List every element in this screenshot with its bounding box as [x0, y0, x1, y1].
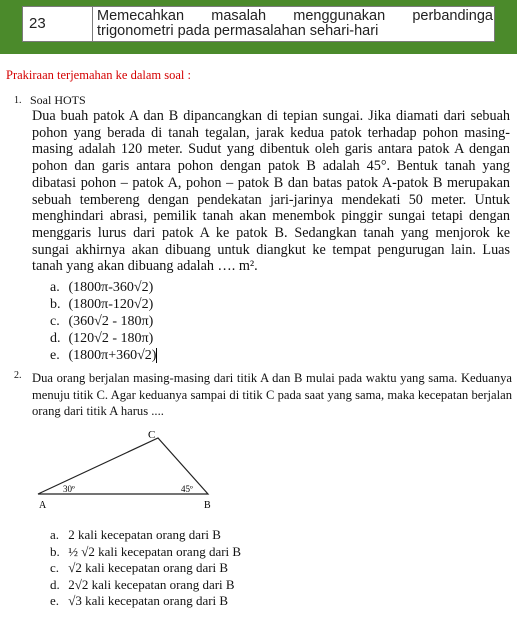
option-a[interactable]	[50, 527, 241, 544]
question2-number: 2.	[14, 370, 22, 381]
vertex-a-label: A	[39, 500, 47, 511]
question1-options	[50, 279, 157, 364]
indicator-description-line2: trigonometri pada permasalahan sehari-hari	[97, 23, 379, 39]
indicator-table-row	[22, 6, 495, 42]
option-letter: a.	[50, 527, 60, 542]
option-letter: b.	[50, 543, 60, 559]
indicator-word: masalah	[211, 8, 267, 24]
question1-text: Dua buah patok A dan B dipancangkan di tepian sungai. Jika diamati dari sebuah pohon yang berada di tanah tegalan, jarak kedua patok terhadap pohon masing-masing adalah 120 meter. Sudut yang dibentuk oleh garis antara patok A dengan pohon dan garis antara pohon dengan patok B adalah 45°. Bentuk tanah yang dibatasi pohon – patok A, pohon – patok B dan batas patok A-patok B merupakan sebuah tembereng dengan pendekatan jari-jarinya mendekati 50 meter. Untuk menghindari abrasi, pemilik tanah akan menembok pinggir sungai tetapi dengan menggaris lurus dari patok A ke patok B. Sedangkan tanah yang menjorok ke sungai akhirnya akan dibuang untuk diangkut ke tempat pengurugan lain. Luas tanah yang akan dibuang adalah …. m².	[32, 108, 510, 275]
option-e[interactable]	[50, 593, 241, 610]
option-letter: b.	[50, 297, 61, 312]
indicator-description	[97, 9, 493, 39]
vertex-c-label: C	[148, 429, 156, 441]
option-b[interactable]	[50, 544, 241, 561]
indicator-number: 23	[23, 7, 93, 41]
question1-number: 1.	[14, 95, 22, 106]
option-text: (1800π-120√2)	[68, 297, 154, 312]
option-letter: e.	[50, 348, 60, 363]
indicator-word: Memecahkan	[97, 8, 185, 24]
option-text: (360√2 - 180π)	[68, 314, 154, 329]
option-c[interactable]	[50, 313, 157, 330]
option-text: 2√2 kali kecepatan orang dari B	[68, 576, 235, 592]
angle-b-label: 45º	[181, 484, 193, 494]
option-b[interactable]	[50, 296, 157, 313]
question2-text: Dua orang berjalan masing-masing dari titik A dan B mulai pada waktu yang sama. Keduanya menuju titik C. Agar keduanya sampai di titik C pada saat yang sama, maka kecepatan berjalan orang dari titik A harus ....	[32, 371, 512, 418]
option-text: 2 kali kecepatan orang dari B	[68, 527, 221, 542]
option-a[interactable]	[50, 279, 157, 296]
option-letter: a.	[50, 280, 60, 295]
option-text: ½ √2 kali kecepatan orang dari B	[68, 543, 242, 559]
option-text: (1800π+360√2)	[68, 348, 157, 363]
vertex-b-label: B	[204, 500, 211, 511]
option-e[interactable]	[50, 347, 157, 364]
angle-a-label: 30º	[63, 484, 75, 494]
option-text: √2 kali kecepatan orang dari B	[68, 560, 229, 576]
indicator-word: menggunakan	[293, 8, 386, 24]
option-letter: d.	[50, 331, 61, 346]
option-letter: c.	[50, 560, 60, 576]
option-c[interactable]	[50, 560, 241, 577]
option-letter: d.	[50, 576, 60, 592]
triangle-figure	[30, 426, 220, 516]
question1-label: Soal HOTS	[30, 93, 86, 107]
option-d[interactable]	[50, 330, 157, 347]
option-text: √3 kali kecepatan orang dari B	[68, 593, 229, 609]
section-heading: Prakiraan terjemahan ke dalam soal :	[6, 68, 191, 82]
option-letter: e.	[50, 593, 60, 609]
option-letter: c.	[50, 314, 60, 329]
option-d[interactable]	[50, 577, 241, 594]
option-text: (120√2 - 180π)	[68, 331, 154, 346]
header-banner	[0, 0, 517, 54]
question2-options	[50, 527, 241, 610]
option-text: (1800π-360√2)	[68, 280, 154, 295]
indicator-word: perbandinga	[412, 8, 493, 24]
